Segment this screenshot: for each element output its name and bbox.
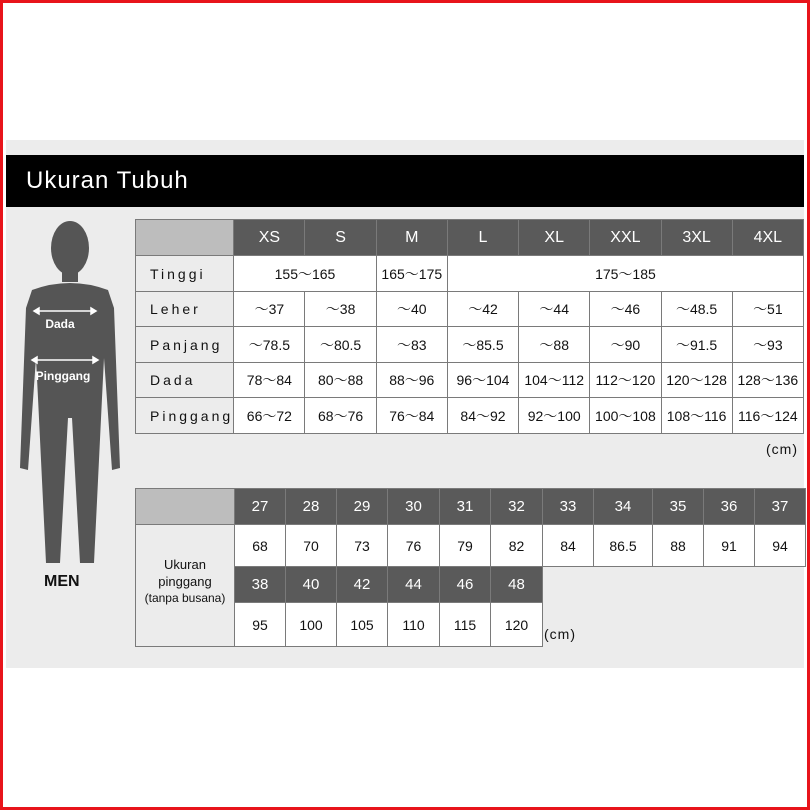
- waist-value-cell: 76: [387, 524, 440, 567]
- length-cell: ～78.5: [234, 327, 305, 363]
- waist-size-header: 35: [652, 488, 704, 525]
- gender-label: MEN: [44, 573, 80, 590]
- waist-cell: 68～76: [305, 398, 376, 434]
- chest-cell: 112～120: [590, 363, 661, 398]
- size-header: XXL: [590, 220, 661, 256]
- waist-value-cell: 115: [439, 602, 491, 647]
- waist-cell: 116～124: [732, 398, 803, 434]
- size-header: L: [447, 220, 518, 256]
- waist-label-line: (tanpa busana): [144, 591, 226, 605]
- row-label-height: Tinggi: [136, 256, 234, 292]
- waist-table-corner: [135, 488, 235, 525]
- waist-size-header: 33: [542, 488, 594, 525]
- length-cell: ～83: [376, 327, 447, 363]
- waist-size-header: 46: [439, 566, 491, 603]
- chest-cell: 88～96: [376, 363, 447, 398]
- row-label-chest: Dada: [136, 363, 234, 398]
- length-cell: ～93: [732, 327, 803, 363]
- body-silhouette-icon: [10, 218, 130, 573]
- waist-size-header: 36: [703, 488, 755, 525]
- waist-value-cell: 120: [490, 602, 543, 647]
- waist-cell: 84～92: [447, 398, 518, 434]
- neck-cell: ～44: [519, 292, 590, 327]
- size-header: XL: [519, 220, 590, 256]
- length-cell: ～80.5: [305, 327, 376, 363]
- waist-label-line: pinggang: [158, 574, 212, 589]
- waist-value-cell: 79: [439, 524, 491, 567]
- waist-value-cell: 84: [542, 524, 594, 567]
- neck-cell: ～51: [732, 292, 803, 327]
- chest-cell: 78～84: [234, 363, 305, 398]
- waist-label: Pinggang: [35, 369, 91, 383]
- waist-size-header: 38: [234, 566, 286, 603]
- chest-label: Dada: [45, 317, 75, 331]
- row-label-neck: Leher: [136, 292, 234, 327]
- neck-cell: ～46: [590, 292, 661, 327]
- waist-value-cell: 82: [490, 524, 543, 567]
- waist-value-cell: 91: [703, 524, 755, 567]
- waist-size-header: 40: [285, 566, 337, 603]
- waist-size-header: 34: [593, 488, 653, 525]
- waist-value-cell: 73: [336, 524, 388, 567]
- waist-size-header: 27: [234, 488, 286, 525]
- waist-size-label: [136, 556, 234, 607]
- waist-value-cell: 105: [336, 602, 388, 647]
- neck-cell: ～37: [234, 292, 305, 327]
- row-label-waist: Pinggang: [136, 398, 234, 434]
- waist-size-header: 42: [336, 566, 388, 603]
- chest-cell: 104～112: [519, 363, 590, 398]
- neck-cell: ～48.5: [661, 292, 732, 327]
- size-header: XS: [234, 220, 305, 256]
- waist-size-header: 28: [285, 488, 337, 525]
- waist-cell: 108～116: [661, 398, 732, 434]
- size-header: 4XL: [732, 220, 803, 256]
- waist-value-cell: 88: [652, 524, 704, 567]
- chest-cell: 96～104: [447, 363, 518, 398]
- waist-unit: (cm): [544, 626, 576, 642]
- waist-size-header: 29: [336, 488, 388, 525]
- waist-value-cell: 68: [234, 524, 286, 567]
- waist-size-header: 30: [387, 488, 440, 525]
- waist-cell: 92～100: [519, 398, 590, 434]
- page-title: Ukuran Tubuh: [26, 167, 189, 194]
- waist-cell: 100～108: [590, 398, 661, 434]
- height-cell: 165～175: [376, 256, 447, 292]
- size-header: M: [376, 220, 447, 256]
- waist-value-cell: 95: [234, 602, 286, 647]
- height-cell: 155～165: [234, 256, 376, 292]
- chest-cell: 120～128: [661, 363, 732, 398]
- length-cell: ～90: [590, 327, 661, 363]
- neck-cell: ～40: [376, 292, 447, 327]
- size-header: 3XL: [661, 220, 732, 256]
- waist-size-header: 48: [490, 566, 543, 603]
- waist-value-cell: 94: [754, 524, 806, 567]
- length-cell: ～91.5: [661, 327, 732, 363]
- chest-cell: 128～136: [732, 363, 803, 398]
- waist-size-header: 31: [439, 488, 491, 525]
- waist-size-header: 37: [754, 488, 806, 525]
- waist-label-line: Ukuran: [164, 557, 206, 572]
- waist-value-cell: 110: [387, 602, 440, 647]
- length-cell: ～88: [519, 327, 590, 363]
- size-unit: (cm): [766, 441, 798, 457]
- waist-value-cell: 86.5: [593, 524, 653, 567]
- neck-cell: ～42: [447, 292, 518, 327]
- neck-cell: ～38: [305, 292, 376, 327]
- waist-size-header: 32: [490, 488, 543, 525]
- table-corner: [136, 220, 234, 256]
- row-label-length: Panjang: [136, 327, 234, 363]
- size-header: S: [305, 220, 376, 256]
- length-cell: ～85.5: [447, 327, 518, 363]
- waist-cell: 76～84: [376, 398, 447, 434]
- chest-cell: 80～88: [305, 363, 376, 398]
- height-cell: 175～185: [447, 256, 803, 292]
- waist-value-cell: 70: [285, 524, 337, 567]
- waist-cell: 66～72: [234, 398, 305, 434]
- waist-value-cell: 100: [285, 602, 337, 647]
- waist-size-header: 44: [387, 566, 440, 603]
- size-table: [135, 219, 804, 434]
